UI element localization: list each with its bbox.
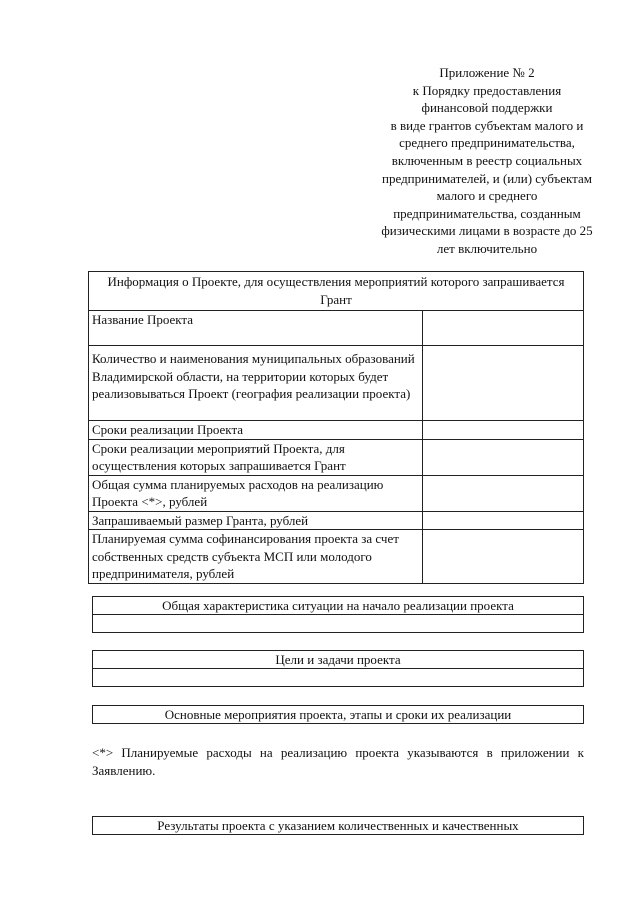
row-value-grant-amount[interactable] <box>423 511 584 530</box>
header-line: предпринимательства, созданным <box>393 205 581 221</box>
header-line: среднего предпринимательства, <box>399 135 575 151</box>
situation-heading: Общая характеристика ситуации на начало реализации проекта <box>93 597 584 615</box>
row-label-cofinancing: Планируемая сумма софинансирования проекта за счет собственных средств субъекта МСП или молодого предпринимателя, рублей <box>89 530 423 584</box>
table-row <box>89 311 584 346</box>
footnote: <*> Планируемые расходы на реализацию проекта указываются в приложении к Заявлению. <box>92 745 584 778</box>
row-label-total-expenses: Общая сумма планируемых расходов на реализацию Проекта <*>, рублей <box>89 475 423 511</box>
table-row <box>89 530 584 584</box>
row-label-municipalities: Количество и наименования муниципальных образований Владимирской области, на территории которых будет реализовываться Проект (география реализации проекта) <box>89 346 423 421</box>
activities-heading: Основные мероприятия проекта, этапы и сроки их реализации <box>93 706 584 724</box>
project-info-table <box>88 271 584 584</box>
row-label-activities-period: Сроки реализации мероприятий Проекта, для осуществления которых запрашивается Грант <box>89 439 423 475</box>
results-section <box>92 816 584 835</box>
row-value-municipalities[interactable] <box>423 346 584 421</box>
row-label-project-period: Сроки реализации Проекта <box>89 421 423 440</box>
header-line: в виде грантов субъектам малого и <box>390 117 584 133</box>
activities-section <box>92 705 584 724</box>
situation-section <box>92 596 584 633</box>
row-label-grant-amount: Запрашиваемый размер Гранта, рублей <box>89 511 423 530</box>
header-line: включенным в реестр социальных <box>391 152 583 168</box>
header-line: физическими лицами в возрасте до 25 <box>381 223 593 239</box>
table-row <box>89 511 584 530</box>
goals-section <box>92 650 584 687</box>
table-row <box>89 439 584 475</box>
table-row <box>89 421 584 440</box>
goals-heading: Цели и задачи проекта <box>93 651 584 669</box>
appendix-header <box>356 64 618 258</box>
header-line: Приложение № 2 <box>439 65 535 80</box>
row-label-project-name: Название Проекта <box>89 311 423 346</box>
situation-field[interactable] <box>93 615 584 633</box>
header-line: к Порядку предоставления <box>412 82 562 98</box>
header-line: малого и среднего <box>436 188 538 204</box>
table-row <box>89 346 584 421</box>
header-line: финансовой поддержки <box>421 100 553 116</box>
results-heading: Результаты проекта с указанием количественных и качественных <box>93 817 584 835</box>
row-value-cofinancing[interactable] <box>423 530 584 584</box>
row-value-total-expenses[interactable] <box>423 475 584 511</box>
header-line: предпринимателей, и (или) субъектам <box>382 170 592 186</box>
table-title: Информация о Проекте, для осуществления мероприятий которого запрашивается Грант <box>89 272 584 311</box>
goals-field[interactable] <box>93 669 584 687</box>
row-value-project-name[interactable] <box>423 311 584 346</box>
row-value-activities-period[interactable] <box>423 439 584 475</box>
header-line: лет включительно <box>436 240 538 256</box>
table-title-row <box>89 272 584 311</box>
row-value-project-period[interactable] <box>423 421 584 440</box>
table-row <box>89 475 584 511</box>
